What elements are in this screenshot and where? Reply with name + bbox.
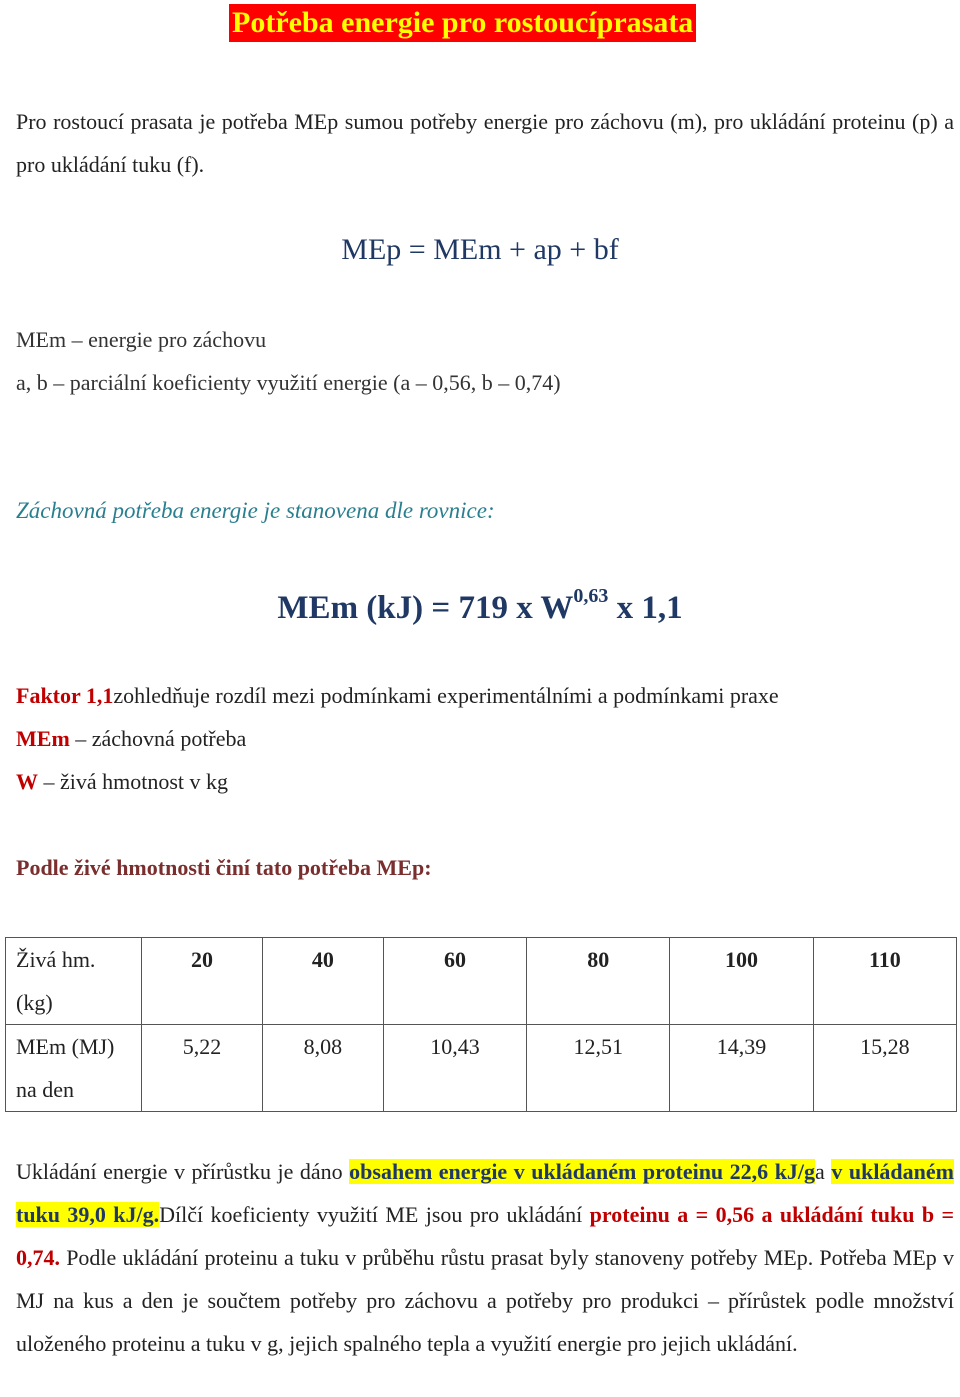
table-row: [6, 1025, 957, 1112]
table-cell: 5,22: [142, 1025, 263, 1112]
definition-ab: a, b – parciální koeficienty využití energie (a – 0,56, b – 0,74): [16, 370, 561, 395]
factor-label: Faktor 1,1: [16, 683, 114, 708]
w-label: W: [16, 769, 38, 794]
row-label-weight-b: (kg): [16, 990, 53, 1015]
coefficients-text: proteinu a = 0,56 a ukládání tuku b = 0,74.: [16, 1202, 954, 1270]
row-label-mem-b: na den: [16, 1077, 75, 1102]
final-text-1: Ukládání energie v přírůstku je dáno: [16, 1159, 350, 1184]
maintenance-formula: [0, 574, 960, 634]
factor-text: zohledňuje rozdíl mezi podmínkami experimentálními a podmínkami praxe: [113, 683, 779, 708]
table-cell: 80: [527, 938, 670, 1025]
table-cell: 10,43: [383, 1025, 526, 1112]
final-text-3: Dílčí koeficienty využití ME jsou pro ukládání: [159, 1202, 590, 1227]
final-text-2: a: [815, 1159, 832, 1184]
final-text-4: Podle ukládání proteinu a tuku v průběhu růstu prasat byly stanoveny potřeby MEp. Potřeba MEp v MJ na kus a den je součtem potřeby pro záchovu a potřeby pro produkci – přírůstek podle množství uloženého proteinu a tuku v g, jejich spalného tepla a využití energie pro jejich ukládání.: [16, 1245, 954, 1356]
table-cell: 8,08: [262, 1025, 383, 1112]
main-formula: MEp = MEm + ap + bf: [341, 233, 619, 266]
table-cell: 100: [670, 938, 813, 1025]
table-cell: 40: [262, 938, 383, 1025]
mem-text: – záchovná potřeba: [69, 726, 247, 751]
table-cell: 12,51: [527, 1025, 670, 1112]
definition-mem: MEm – energie pro záchovu: [16, 327, 267, 352]
table-cell: 14,39: [670, 1025, 813, 1112]
final-paragraph: [16, 1150, 954, 1365]
weight-heading: Podle živé hmotnosti činí tato potřeba MEp:: [16, 855, 432, 880]
w-text: – živá hmotnost v kg: [38, 769, 229, 794]
energy-table: [5, 937, 957, 1112]
intro-paragraph: Pro rostoucí prasata je potřeba MEp sumou potřeby energie pro záchovu (m), pro ukládání proteinu (p) a pro ukládání tuku (f).: [16, 109, 954, 177]
table-cell: 60: [383, 938, 526, 1025]
factor-line: [16, 681, 779, 711]
row-label-mem-a: MEm (MJ): [16, 1034, 115, 1059]
row-label-weight-a: Živá hm.: [16, 947, 96, 972]
mem-line: [16, 724, 246, 754]
mem-label: MEm: [16, 726, 70, 751]
highlight-fat-energy: v ukládaném tuku 39,0 kJ/g.: [16, 1159, 954, 1227]
row-label-mem: [6, 1025, 142, 1112]
table-cell: 110: [813, 938, 956, 1025]
maintenance-formula-right: x 1,1: [608, 590, 683, 626]
table-row: [6, 938, 957, 1025]
table-cell: 15,28: [813, 1025, 956, 1112]
w-line: [16, 767, 228, 797]
maintenance-formula-exponent: 0,63: [573, 585, 609, 607]
maintenance-formula-left: MEm (kJ) = 719 x W: [277, 590, 574, 626]
row-label-weight: [6, 938, 142, 1025]
maintenance-heading: Záchovná potřeba energie je stanovena dle rovnice:: [16, 498, 495, 523]
page-title: Potřeba energie pro rostoucíprasata: [229, 4, 696, 42]
table-cell: 20: [142, 938, 263, 1025]
highlight-protein-energy: obsahem energie v ukládaném proteinu 22,6 kJ/g: [349, 1159, 816, 1184]
